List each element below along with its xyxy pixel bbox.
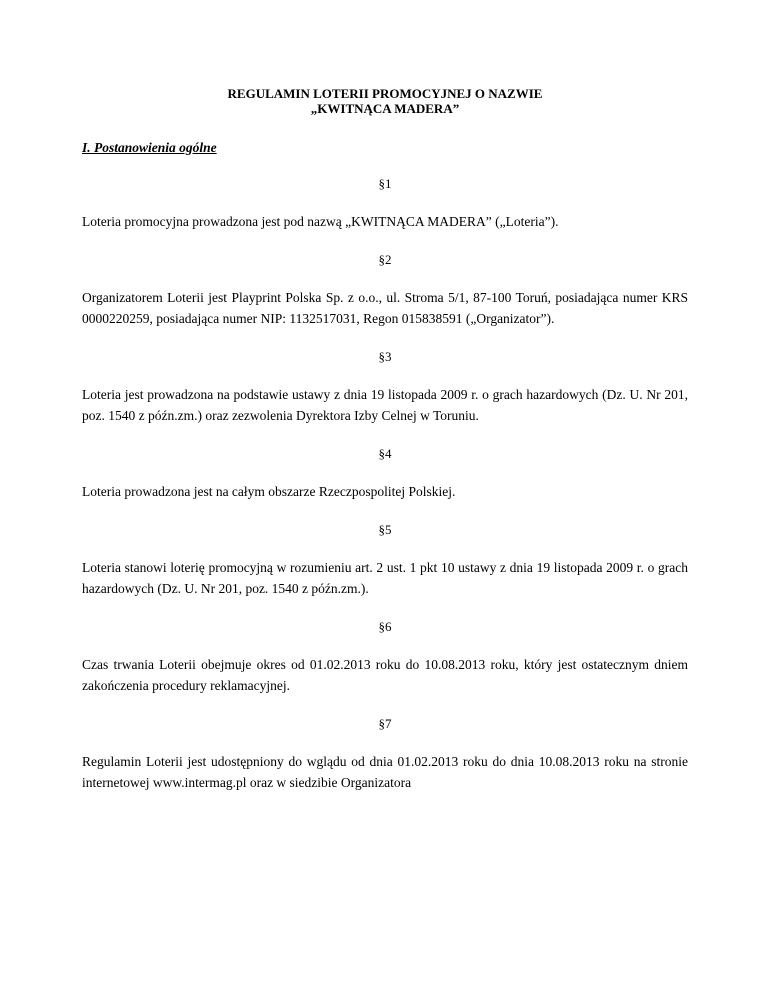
paragraph-mark: §1 xyxy=(378,176,392,191)
paragraph-mark: §2 xyxy=(378,252,392,267)
title-line-1: REGULAMIN LOTERII PROMOCYJNEJ O NAZWIE xyxy=(227,86,543,101)
paragraph-text: Loteria stanowi loterię promocyjną w rozumieniu art. 2 ust. 1 pkt 10 ustawy z dnia 19 listopada 2009 r. o grach hazardowych (Dz. U. Nr 201, poz. 1540 z późn.zm.). xyxy=(82,560,688,596)
document-title xyxy=(82,86,688,116)
paragraph-text: Regulamin Loterii jest udostępniony do wglądu od dnia 01.02.2013 roku do dnia 10.08.2013 roku na stronie internetowej www.intermag.pl oraz w siedzibie Organizatora xyxy=(82,754,688,790)
paragraph-mark: §6 xyxy=(378,619,392,634)
paragraph-text: Loteria prowadzona jest na całym obszarze Rzeczpospolitej Polskiej. xyxy=(82,484,456,499)
paragraph-mark: §7 xyxy=(378,716,392,731)
document-page xyxy=(82,86,688,793)
paragraph-mark: §3 xyxy=(378,349,392,364)
section-heading: I. Postanowienia ogólne xyxy=(82,140,217,155)
paragraph-mark: §4 xyxy=(378,446,392,461)
title-line-2: „KWITNĄCA MADERA” xyxy=(310,101,460,116)
paragraph-text: Czas trwania Loterii obejmuje okres od 01.02.2013 roku do 10.08.2013 roku, który jest ostatecznym dniem zakończenia procedury reklamacyjnej. xyxy=(82,657,688,693)
paragraph-text: Loteria jest prowadzona na podstawie ustawy z dnia 19 listopada 2009 r. o grach hazardowych (Dz. U. Nr 201, poz. 1540 z późn.zm.) oraz zezwolenia Dyrektora Izby Celnej w Toruniu. xyxy=(82,387,688,423)
paragraph-mark: §5 xyxy=(378,522,392,537)
paragraph-text: Loteria promocyjna prowadzona jest pod nazwą „KWITNĄCA MADERA” („Loteria”). xyxy=(82,214,559,229)
paragraph-text: Organizatorem Loterii jest Playprint Polska Sp. z o.o., ul. Stroma 5/1, 87-100 Toruń, posiadająca numer KRS 0000220259, posiadająca numer NIP: 1132517031, Regon 015838591 („Organizator”). xyxy=(82,290,688,326)
